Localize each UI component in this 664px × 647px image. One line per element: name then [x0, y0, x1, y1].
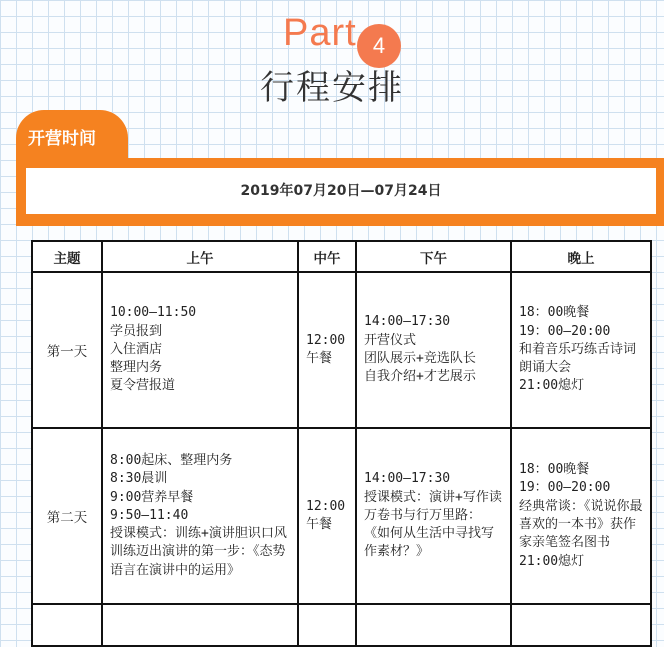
table-header-row [32, 241, 651, 272]
cell-line: 午餐 [306, 517, 333, 532]
morning-cell [102, 428, 298, 604]
cell-line: 12:00 [306, 333, 346, 348]
camp-date-range: 2019年07月20日—07月24日 [26, 168, 656, 214]
part-label: Part [283, 12, 357, 54]
cell-line: 21:00熄灯 [519, 553, 585, 569]
column-header-afternoon: 下午 [356, 241, 511, 272]
table-row [32, 604, 651, 646]
column-header-morning: 上午 [102, 241, 298, 272]
cell-line: 午餐 [306, 351, 333, 366]
cell-line: 和着音乐巧练舌诗词朗诵大会 [519, 341, 637, 376]
cell-line: 授课模式：训练+演讲胆识口风训练迈出演讲的第一步：《态势语言在演讲中的运用》 [110, 526, 287, 578]
column-header-noon: 中午 [298, 241, 356, 272]
camp-time-tab-label: 开营时间 [28, 129, 96, 149]
cell-line: 10:00—11:50 [110, 305, 197, 321]
column-header-theme: 主题 [32, 241, 102, 272]
cell-line: 9:50—11:40 [110, 507, 189, 523]
column-header-evening: 晚上 [511, 241, 651, 272]
cell-line: 19：00—20:00 [519, 480, 611, 496]
cell-line: 12:00 [306, 499, 346, 514]
cell-line: 21:00熄灯 [519, 378, 585, 394]
empty-cell [102, 604, 298, 646]
cell-line: 开营仪式 [364, 332, 417, 348]
empty-cell [356, 604, 511, 646]
cell-line: 夏令营报道 [110, 378, 176, 394]
table-row [32, 428, 651, 604]
cell-line: 14:00—17:30 [364, 314, 451, 330]
evening-cell [511, 428, 651, 604]
afternoon-cell [356, 428, 511, 604]
schedule-table [31, 240, 652, 647]
noon-cell [298, 428, 356, 604]
cell-line: 18：00晚餐 [519, 462, 590, 478]
empty-cell [32, 604, 102, 646]
cell-line: 《如何从生活中寻找写作素材？》 [364, 526, 495, 560]
evening-cell [511, 272, 651, 428]
cell-line: 自我介绍+才艺展示 [364, 369, 476, 385]
empty-cell [511, 604, 651, 646]
cell-line: 授课模式：演讲+写作读万卷书与行万里路： [364, 489, 502, 523]
cell-line: 经典常谈：《说说你最喜欢的一本书》获作家亲笔签名图书 [519, 498, 643, 551]
noon-cell [298, 272, 356, 428]
day-cell: 第二天 [32, 428, 102, 604]
part-header [0, 10, 664, 58]
section-title: 行程安排 [260, 68, 404, 108]
cell-line: 9:00营养早餐 [110, 489, 194, 505]
cell-line: 19：00—20:00 [519, 323, 611, 339]
cell-line: 8:00起床、整理内务 [110, 452, 233, 468]
cell-line: 团队展示+竞选队长 [364, 351, 476, 366]
table-row [32, 272, 651, 428]
empty-cell [298, 604, 356, 646]
cell-line: 14:00—17:30 [364, 471, 451, 487]
cell-line: 整理内务 [110, 360, 163, 376]
cell-line: 学员报到 [110, 323, 163, 339]
day-cell: 第一天 [32, 272, 102, 428]
part-number-badge: 4 [357, 24, 401, 68]
cell-line: 8:30晨训 [110, 471, 168, 487]
cell-line: 入住酒店 [110, 341, 163, 357]
cell-line: 18：00晚餐 [519, 305, 590, 321]
afternoon-cell [356, 272, 511, 428]
morning-cell [102, 272, 298, 428]
